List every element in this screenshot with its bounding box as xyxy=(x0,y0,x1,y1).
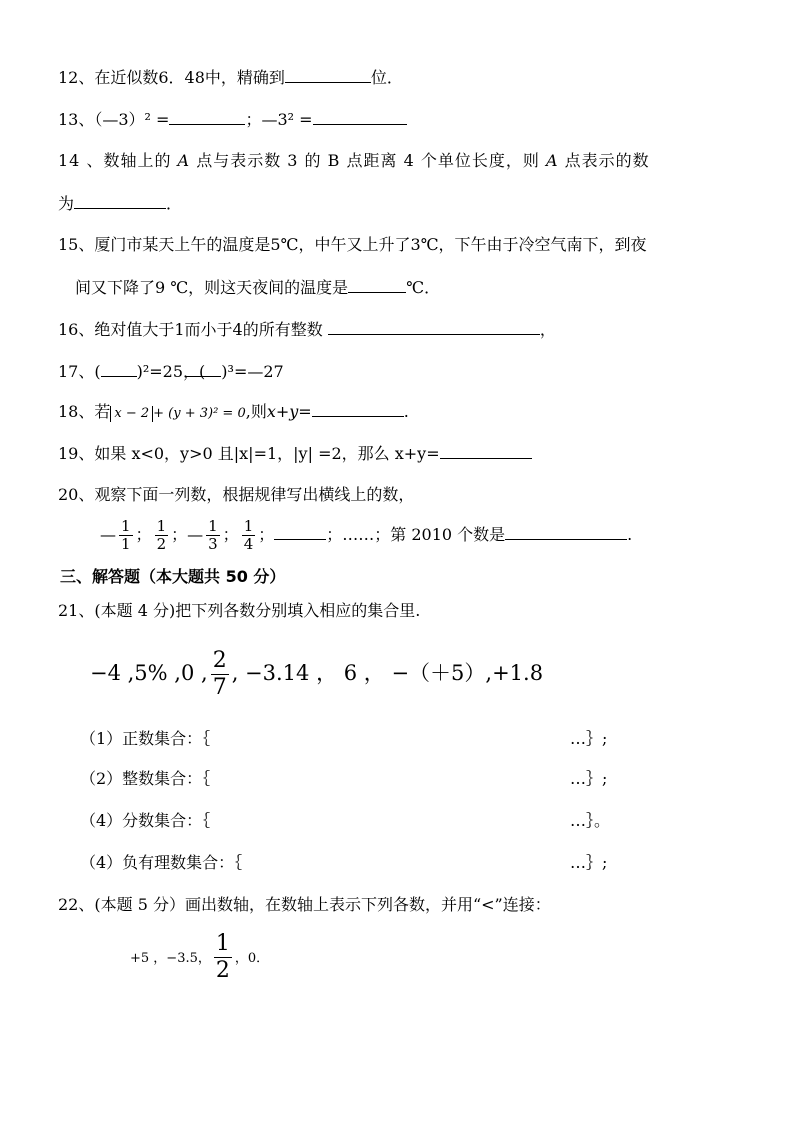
q18-expression: + (y + 3)² = 0 xyxy=(153,406,246,421)
question-19 xyxy=(58,442,532,465)
question-13 xyxy=(58,108,407,131)
separator: ； xyxy=(258,525,275,544)
section-title: 三、解答题（本大题共 50 分） xyxy=(60,567,286,586)
set-integer: （2）整数集合：｛ xyxy=(80,769,211,788)
question-17 xyxy=(58,360,284,383)
denominator: 1 xyxy=(121,535,131,553)
question-22 xyxy=(58,894,551,916)
numerator: 1 xyxy=(208,517,218,535)
q18-end: . xyxy=(403,402,409,421)
denominator: 3 xyxy=(208,535,218,553)
fraction xyxy=(119,518,133,553)
q14-text: 为 xyxy=(58,194,75,213)
set-fraction-end: …｝。 xyxy=(570,811,611,830)
q21-text: 21、(本题 4 分)把下列各数分别填入相应的集合里. xyxy=(58,601,421,620)
q14-text: 点与表示数 3 的 B 点距离 4 个单位长度，则 xyxy=(196,151,540,170)
q18-var: x+y= xyxy=(266,402,312,421)
denominator: 2 xyxy=(215,958,230,983)
set-positive-end: …｝; xyxy=(570,729,608,748)
number-list: +5 ，−3.5， xyxy=(130,951,211,966)
question-14 xyxy=(58,150,650,172)
point-a-label: A xyxy=(177,151,191,170)
numerator: 1 xyxy=(243,517,254,535)
q14-text: 点表示的数 xyxy=(564,151,650,170)
question-18 xyxy=(58,400,409,425)
q15-text: 15、厦门市某天上午的温度是5℃，中午又上升了3℃，下午由于冷空气南下，到夜 xyxy=(58,235,647,254)
set-integer-end: …｝; xyxy=(570,769,608,788)
q17-text: 17、( xyxy=(58,362,101,381)
answer-blank[interactable] xyxy=(285,66,371,83)
set-fraction: （4）分数集合：｛ xyxy=(80,811,211,830)
q13-part-b: —3² = xyxy=(261,110,313,129)
separator: ； xyxy=(222,525,239,544)
denominator: 2 xyxy=(156,535,167,553)
answer-blank[interactable] xyxy=(74,192,166,209)
numerator: 1 xyxy=(156,517,167,535)
question-15 xyxy=(58,234,647,256)
question-20 xyxy=(58,484,414,506)
q20-sequence xyxy=(100,515,632,555)
separator: ； xyxy=(135,525,152,544)
answer-blank[interactable] xyxy=(101,360,137,377)
q21-numbers xyxy=(90,648,543,701)
q20-text: 20、观察下面一列数，根据规律写出横线上的数， xyxy=(58,485,415,504)
q17-text: )³=—27 xyxy=(221,362,284,381)
numerator: 1 xyxy=(215,931,230,956)
answer-blank[interactable] xyxy=(312,400,404,417)
question-12 xyxy=(58,66,403,89)
q20-tail: ；……；第 2010 个数是 xyxy=(326,525,506,544)
q17-text: )²=25，( xyxy=(136,362,206,381)
separator: ； xyxy=(171,525,188,544)
numerator: 2 xyxy=(212,648,227,673)
number-list: , −3.14 ， 6 ， −（＋5）,+1.8 xyxy=(231,661,544,685)
answer-blank[interactable] xyxy=(274,523,326,540)
q13-part-a: 13、（—3）² = xyxy=(58,110,170,129)
minus-sign: — xyxy=(100,525,116,544)
fraction xyxy=(214,931,232,984)
answer-blank[interactable] xyxy=(505,523,627,540)
denominator: 7 xyxy=(212,675,227,700)
q18-text: 18、若 xyxy=(58,402,111,421)
q13-sep: ； xyxy=(245,110,262,129)
number-list: ，0． xyxy=(234,951,270,966)
fraction xyxy=(242,518,256,553)
answer-blank[interactable] xyxy=(328,318,540,335)
q18-text: ,则 xyxy=(245,402,267,421)
q15-end: ℃． xyxy=(406,278,441,297)
question-14-cont xyxy=(58,192,182,215)
answer-blank[interactable] xyxy=(348,276,406,293)
q19-text: 19、如果 x<0，y>0 且|x|=1，|y| =2，那么 x+y= xyxy=(58,444,440,463)
question-15-cont xyxy=(75,276,440,299)
q16-text: 16、绝对值大于1而小于4的所有整数 xyxy=(58,320,323,339)
question-16 xyxy=(58,318,556,341)
answer-blank[interactable] xyxy=(185,360,221,377)
set-positive: （1）正数集合：｛ xyxy=(80,729,211,748)
answer-blank[interactable] xyxy=(440,442,532,459)
minus-sign: — xyxy=(187,525,204,544)
q12-end: 位． xyxy=(370,68,403,87)
q14-text: 14 、数轴上的 xyxy=(58,151,172,170)
numerator: 1 xyxy=(121,517,131,535)
fraction xyxy=(155,518,169,553)
set-negative-rational: （4）负有理数集合：｛ xyxy=(80,853,243,872)
question-21 xyxy=(58,600,420,622)
answer-blank[interactable] xyxy=(313,108,407,125)
absolute-value-expr: x − 2 xyxy=(110,406,153,422)
q22-numbers xyxy=(130,930,269,986)
fraction xyxy=(206,518,220,553)
answer-blank[interactable] xyxy=(169,108,245,125)
q16-end: ， xyxy=(539,320,556,339)
denominator: 4 xyxy=(243,535,254,553)
q15-text: 间又下降了9 ℃，则这天夜间的温度是 xyxy=(75,278,349,297)
q22-text: 22、(本题 5 分）画出数轴，在数轴上表示下列各数，并用“<”连接： xyxy=(58,895,551,914)
number-list: −4 ,5% ,0 , xyxy=(90,661,208,685)
fraction xyxy=(211,648,229,701)
set-negative-rational-end: …｝; xyxy=(570,853,608,872)
point-a-label: A xyxy=(545,151,559,170)
q14-end: ． xyxy=(166,194,183,213)
q12-text: 12、在近似数6．48中，精确到 xyxy=(58,68,285,87)
q20-end: . xyxy=(627,525,633,544)
